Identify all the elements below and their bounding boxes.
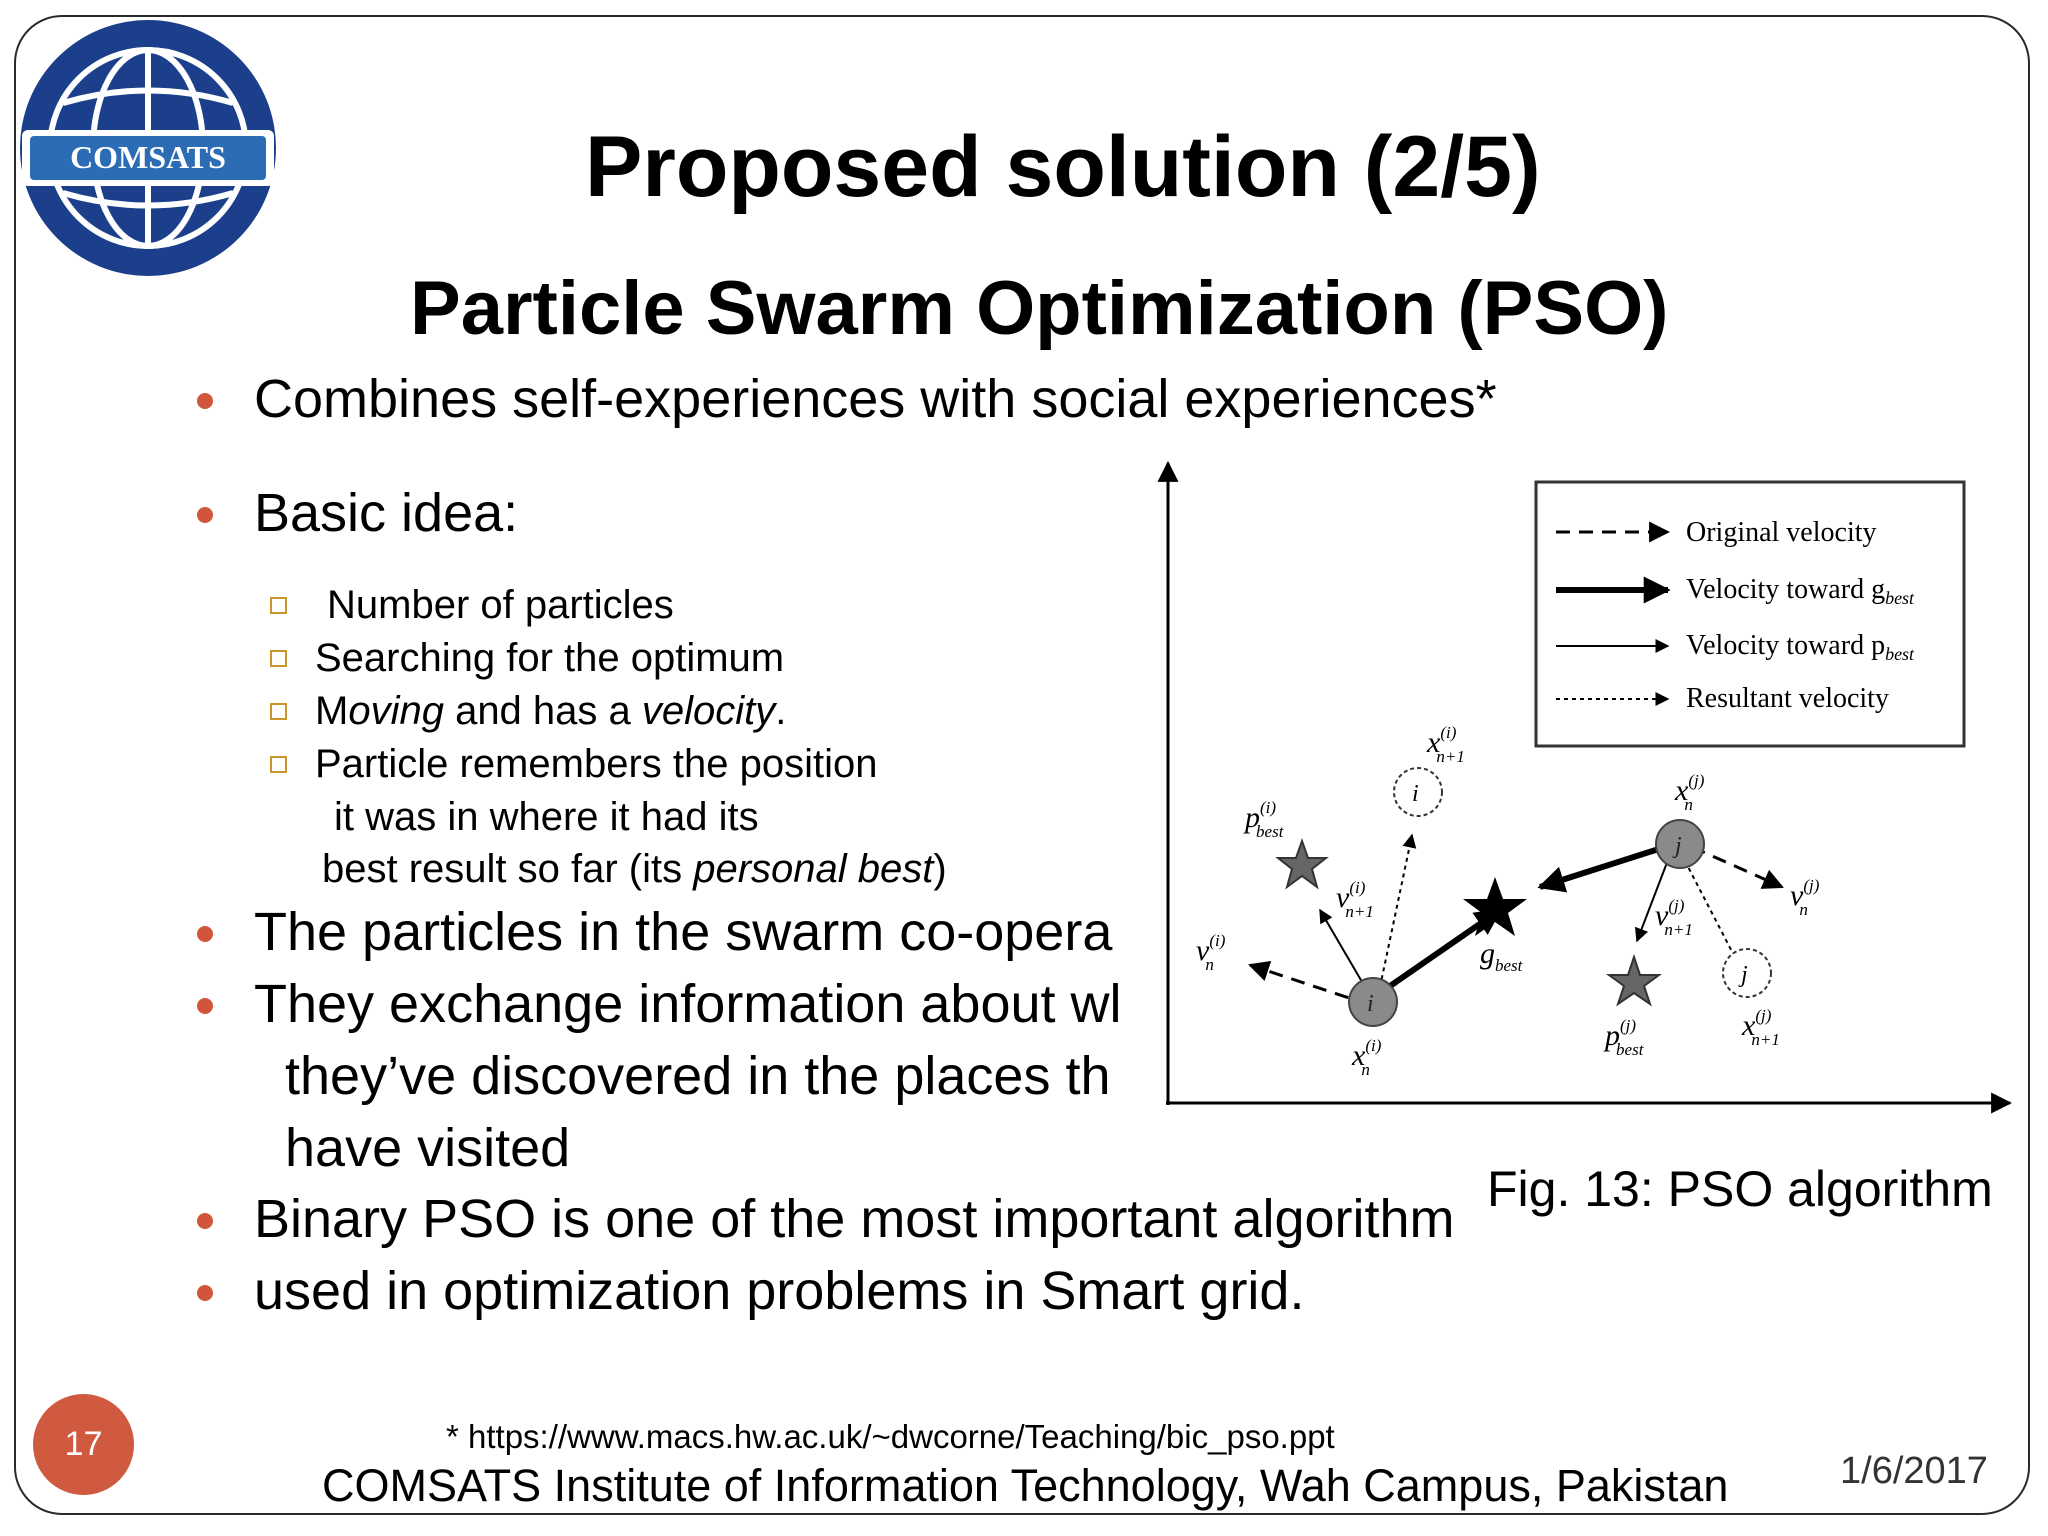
sub-item-searching: Searching for the optimum [315,636,785,680]
label-g-best-sub: best [1495,956,1523,975]
legend-gbest-sub: best [1885,588,1915,608]
sub-item-moving [315,689,786,734]
label-p-best-j-sup: (j) [1620,1016,1637,1035]
label-v-j-next-sup: (j) [1668,896,1685,915]
bullet-dot [197,1213,213,1229]
bullet-cooperate: The particles in the swarm co-opera [254,902,1113,962]
label-p-best-i-sub: best [1256,822,1284,841]
bullet-exchange-cont1: they’ve discovered in the places th [285,1046,1111,1106]
checkbox-icon [270,597,287,614]
slide-date: 1/6/2017 [1840,1450,1988,1492]
sub-item-particles: Number of particles [327,583,674,627]
label-p-best-j-base: p [1605,1019,1620,1052]
label-v-i-next-base: v [1336,881,1350,914]
cont2-post: ) [933,847,947,891]
label-x-i-next-sub: n+1 [1436,747,1465,766]
bullet-self-social: Combines self-experiences with social experiences* [254,369,1497,429]
legend-gbest-label: Velocity toward g [1686,574,1886,605]
footer-institute: COMSATS Institute of Information Technology, Wah Campus, Pakistan [322,1460,1729,1511]
label-x-j-sup: (j) [1688,771,1705,790]
bullet-exchange: They exchange information about wl [254,974,1122,1034]
label-p-best-i-sup: (i) [1260,798,1277,817]
bullet-dot [197,1285,213,1301]
label-x-i-next-base: x [1427,726,1441,759]
label-x-j-base: x [1675,774,1689,807]
label-v-i-base: v [1196,934,1210,967]
label-g-best-base: g [1480,937,1495,970]
checkbox-icon [270,703,287,720]
bullet-basic-idea: Basic idea: [254,483,519,543]
sub-item-moving-pre: M [315,689,349,733]
label-x-j-next-base: x [1742,1009,1756,1042]
label-x-i-sub: n [1361,1060,1370,1079]
label-v-j-next-base: v [1655,899,1669,932]
label-v-j-sub: n [1799,900,1808,919]
label-v-j-next-sub: n+1 [1664,920,1693,939]
figure-caption: Fig. 13: PSO algorithm [1487,1161,1993,1217]
bullet-dot [197,998,213,1014]
label-x-j-next-sub: n+1 [1751,1030,1780,1049]
bullet-dot [197,393,213,409]
cont2-em: personal best [693,847,934,891]
particle-i-letter: i [1367,991,1374,1017]
label-x-j-sub: n [1684,795,1693,814]
legend-gbest [1686,574,1915,608]
slide-title: Proposed solution (2/5) [585,119,1541,215]
legend-pbest-label: Velocity toward p [1686,630,1886,661]
sub-item-remembers-cont1: it was in where it had its [334,795,759,839]
cont2-pre: best result so far (its [322,847,694,891]
label-v-j-sup: (j) [1803,876,1820,895]
footnote-link: * https://www.macs.hw.ac.uk/~dwcorne/Teaching/bic_pso.ppt [446,1418,1335,1455]
legend-pbest-sub: best [1885,644,1915,664]
sub-item-remembers-cont2 [322,847,947,892]
page-number-badge: 17 [33,1394,134,1495]
legend-resultant: Resultant velocity [1686,683,1889,714]
label-x-i-sup: (i) [1365,1036,1382,1055]
label-p-best-j-sub: best [1616,1040,1644,1059]
particle-j-letter: j [1675,833,1682,859]
particle-i-next-letter: i [1412,781,1419,807]
bullet-binary-pso: Binary PSO is one of the most important algorithm [254,1189,1455,1249]
sub-item-moving-mid: and has a [443,689,642,733]
label-v-j-base: v [1790,879,1804,912]
label-v-i-sub: n [1205,955,1214,974]
sub-item-moving-em2: velocity [641,689,776,733]
label-v-i-next-sup: (i) [1349,878,1366,897]
sub-item-remembers: Particle remembers the position [315,742,878,786]
bullet-dot [197,507,213,523]
logo-text: COMSATS [70,139,226,175]
slide-subtitle: Particle Swarm Optimization (PSO) [410,266,1669,351]
sub-item-moving-em1: oving [348,689,444,733]
label-x-i-base: x [1352,1039,1366,1072]
label-p-best-i-base: p [1245,801,1260,834]
checkbox-icon [270,756,287,773]
bullet-smart-grid: used in optimization problems in Smart grid. [254,1261,1305,1321]
pso-diagram [1140,455,2020,1127]
label-v-i-next-sub: n+1 [1345,902,1374,921]
label-x-j-next-sup: (j) [1755,1006,1772,1025]
label-x-i-next-sup: (i) [1440,723,1457,742]
label-v-i-sup: (i) [1209,931,1226,950]
legend-original: Original velocity [1686,517,1877,548]
checkbox-icon [270,650,287,667]
sub-item-moving-post: . [775,689,787,733]
legend-pbest [1686,630,1915,664]
bullet-exchange-cont2: have visited [285,1118,571,1178]
comsats-logo [18,18,278,278]
particle-j-next-letter: j [1741,962,1748,988]
bullet-dot [197,926,213,942]
